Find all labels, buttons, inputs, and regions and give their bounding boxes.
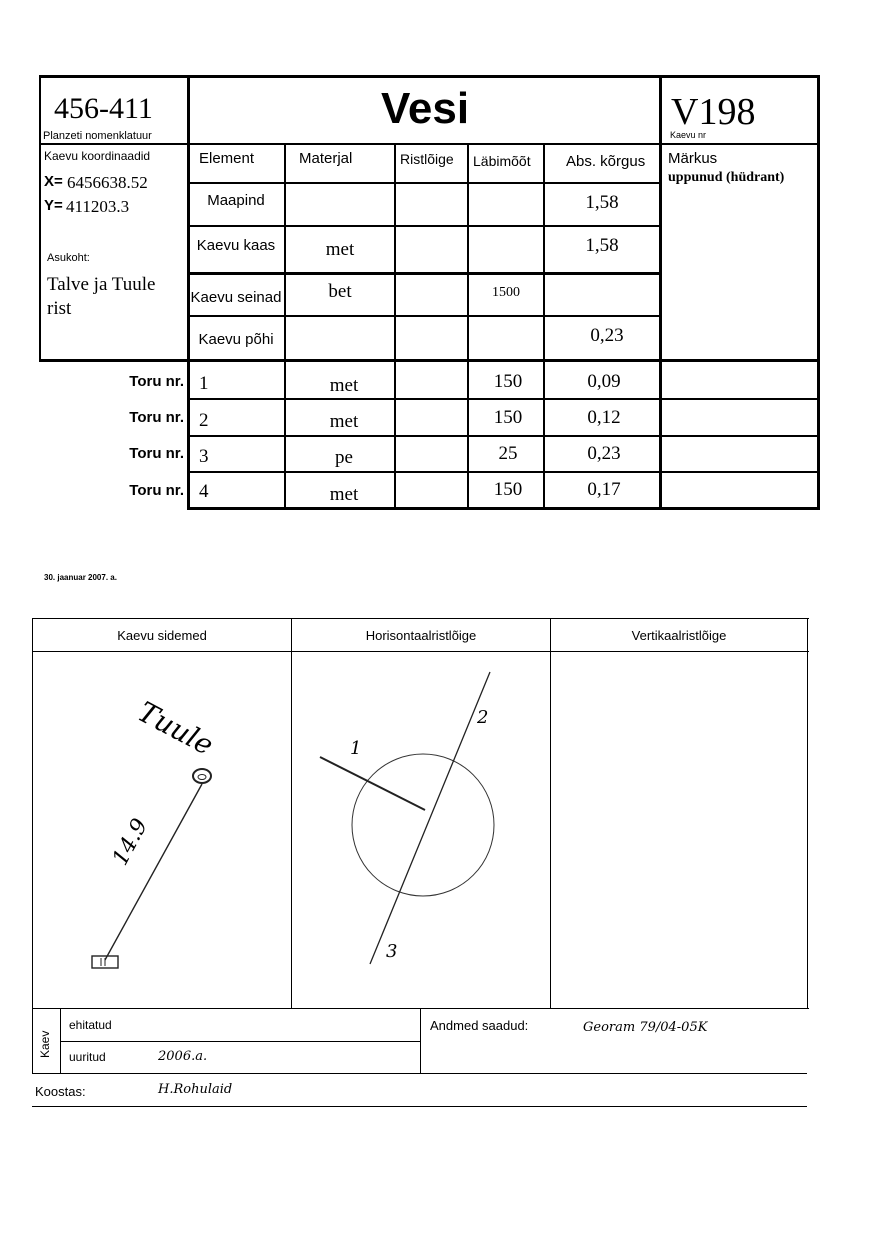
document-date: 30. jaanuar 2007. a. [44, 573, 117, 582]
source-label: Andmed saadud: [430, 1018, 529, 1033]
element-name: Kaevu põhi [198, 331, 274, 348]
surveyed-value: 2006.a. [158, 1049, 208, 1064]
element-name: Kaevu seinad [190, 289, 282, 306]
pipe-abs-height: 0,17 [587, 479, 621, 500]
street-note: Tuule [132, 695, 219, 762]
pipe-material: met [329, 484, 359, 505]
compiled-value: H.Rohulaid [158, 1082, 233, 1097]
sketch-col-horizontal: Horisontaalristlõige [365, 628, 477, 643]
pipe-number: 2 [199, 410, 209, 431]
remarks-value: uppunud (hüdrant) [668, 170, 785, 185]
location-line1: Talve ja Tuule [47, 274, 156, 295]
col-remarks: Märkus [668, 150, 718, 167]
pipe-abs-height: 0,12 [587, 407, 621, 428]
surveyed-label: uuritud [69, 1050, 106, 1064]
pipe-line [320, 757, 425, 810]
pipe-diameter: 150 [493, 407, 523, 428]
pipe-note: 3 [386, 941, 398, 962]
distance-line [105, 784, 202, 960]
x-value: 6456638.52 [67, 173, 148, 192]
well-number-label: Kaevu nr [670, 130, 707, 140]
x-label: X= [44, 173, 63, 190]
pipe-note: 1 [350, 738, 362, 759]
pipe-material: met [329, 411, 359, 432]
pipe-diameter: 25 [498, 443, 518, 464]
footer-side-label: Kaev [38, 1030, 52, 1058]
well-circle [352, 754, 494, 896]
sheet-code-label: Planzeti nomenklatuur [43, 130, 152, 142]
pipe-label: Toru nr. [129, 409, 184, 426]
built-label: ehitatud [69, 1018, 112, 1032]
pipe-label: Toru nr. [129, 482, 184, 499]
pipe-material: met [329, 375, 359, 396]
distance-note: 14.9 [108, 814, 154, 870]
pipe-line [370, 672, 490, 964]
location-label: Asukoht: [47, 252, 90, 264]
col-cross-section: Ristlõige [400, 151, 454, 167]
page-title: Vesi [380, 84, 470, 133]
well-number: V198 [671, 91, 756, 133]
pipe-label: Toru nr. [129, 373, 184, 390]
y-label: Y= [44, 197, 63, 214]
col-diameter: Läbimõõt [473, 153, 531, 169]
pipe-label: Toru nr. [129, 445, 184, 462]
pipe-material: pe [335, 447, 353, 468]
pipe-number: 4 [199, 481, 209, 502]
pipe-number: 3 [199, 446, 209, 467]
sketch-col-vertical: Vertikaalristlõige [631, 628, 727, 643]
location-line2: rist [47, 298, 72, 319]
pipe-abs-height: 0,23 [587, 443, 621, 464]
element-abs-height: 1,58 [585, 235, 619, 256]
horizontal-section-sketch [292, 652, 550, 1008]
element-abs-height: 1,58 [585, 192, 619, 213]
sketch-col-connections: Kaevu sidemed [117, 628, 207, 643]
pipe-number: 1 [199, 373, 209, 394]
element-material: bet [328, 281, 352, 302]
col-abs-height: Abs. kõrgus [566, 153, 646, 170]
col-material: Materjal [299, 150, 353, 167]
coords-label: Kaevu koordinaadid [44, 149, 151, 163]
element-name: Kaevu kaas [196, 237, 276, 254]
element-name: Maapind [207, 192, 265, 209]
well-icon [193, 769, 211, 783]
col-element: Element [199, 150, 255, 167]
pipe-abs-height: 0,09 [587, 371, 621, 392]
element-material: met [325, 239, 355, 260]
pipe-note: 2 [477, 707, 489, 728]
element-abs-height: 0,23 [590, 325, 624, 346]
y-value: 411203.3 [66, 197, 130, 216]
element-diameter: 1500 [492, 285, 520, 300]
compiled-label: Koostas: [35, 1084, 86, 1099]
pipe-diameter: 150 [493, 479, 523, 500]
source-value: Georam 79/04-05K [583, 1020, 708, 1035]
pipe-diameter: 150 [493, 371, 523, 392]
sheet-code: 456-411 [54, 92, 153, 125]
